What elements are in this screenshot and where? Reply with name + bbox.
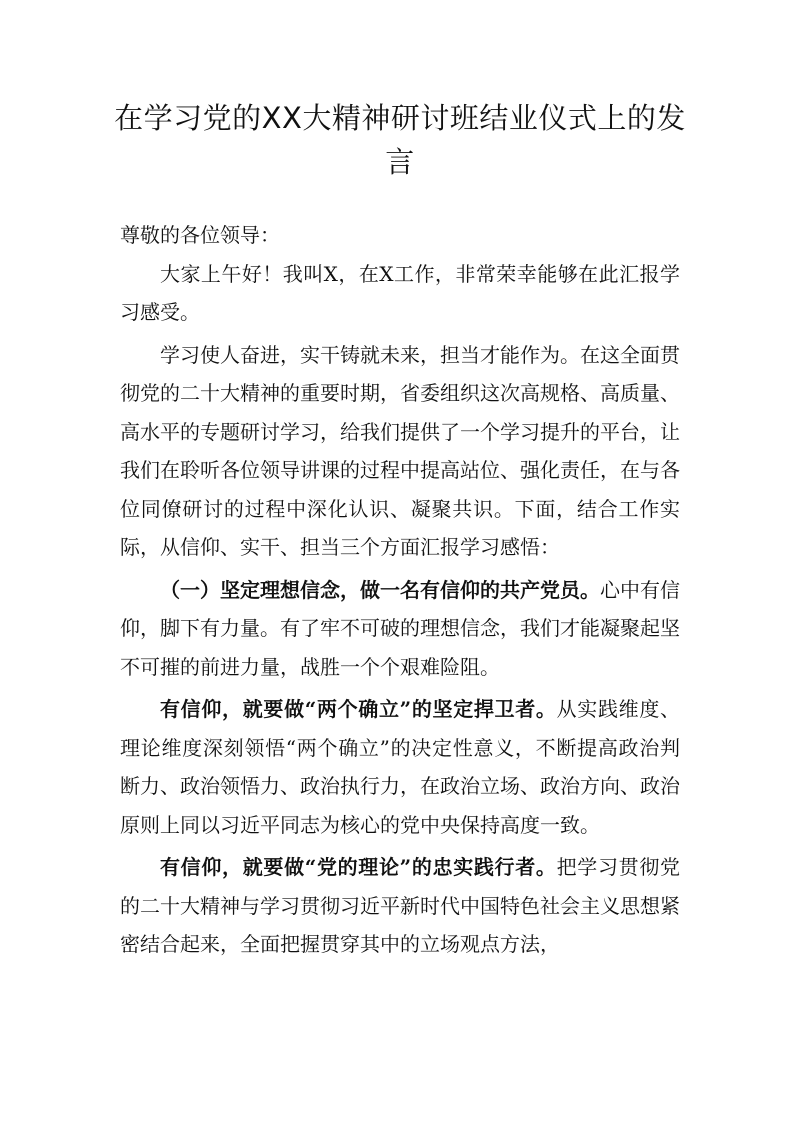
document-title: 在学习党的XX大精神研讨班结业仪式上的发言 — [114, 101, 686, 179]
paragraph-text: 从实践维度、理论维度深刻领悟“两个确立”的决定性意义，不断提高政治判断力、政治领悟力、政治执行力，在政治立场、政治方向、政治原则上同以习近平同志为核心的党中央保持高度一致。 — [120, 697, 681, 837]
paragraph-text: 心中有信仰，脚下有力量。有了牢不可破的理想信念，我们才能凝聚起坚不可摧的前进力量，战胜一个个艰难险阻。 — [120, 577, 680, 679]
paragraph-section-one — [120, 571, 680, 687]
paragraph-party-theory — [120, 848, 680, 964]
paragraph-text: 大家上午好！我叫X，在X工作，非常荣幸能够在此汇报学习感受。 — [120, 261, 680, 324]
paragraph-greeting — [120, 255, 680, 332]
salutation: 尊敬的各位领导： — [120, 223, 280, 247]
paragraph-lead: 有信仰，就要做“党的理论”的忠实践行者。 — [160, 855, 557, 879]
paragraph-lead: 有信仰，就要做“两个确立”的坚定捍卫者。 — [160, 697, 557, 721]
paragraph-text: 把学习贯彻党的二十大精神与学习贯彻习近平新时代中国特色社会主义思想紧密结合起来，全面把握贯穿其中的立场观点方法， — [120, 855, 681, 956]
section-heading: （一）坚定理想信念，做一名有信仰的共产党员。 — [160, 577, 600, 602]
paragraph-text: 学习使人奋进，实干铸就未来，担当才能作为。在这全面贯彻党的二十大精神的重要时期，省委组织这次高规格、高质量、高水平的专题研讨学习，给我们提供了一个学习提升的平台，让我们在聆听各位领导讲课的过程中提高站位、强化责任，在与各位同僚研讨的过程中深化认识、凝聚共识。下面，结合工作实际，从信仰、实干、担当三个方面汇报学习感悟： — [120, 342, 680, 559]
document-body — [120, 216, 680, 964]
paragraph-two-establishments — [120, 690, 680, 844]
paragraph-intro — [120, 336, 680, 567]
